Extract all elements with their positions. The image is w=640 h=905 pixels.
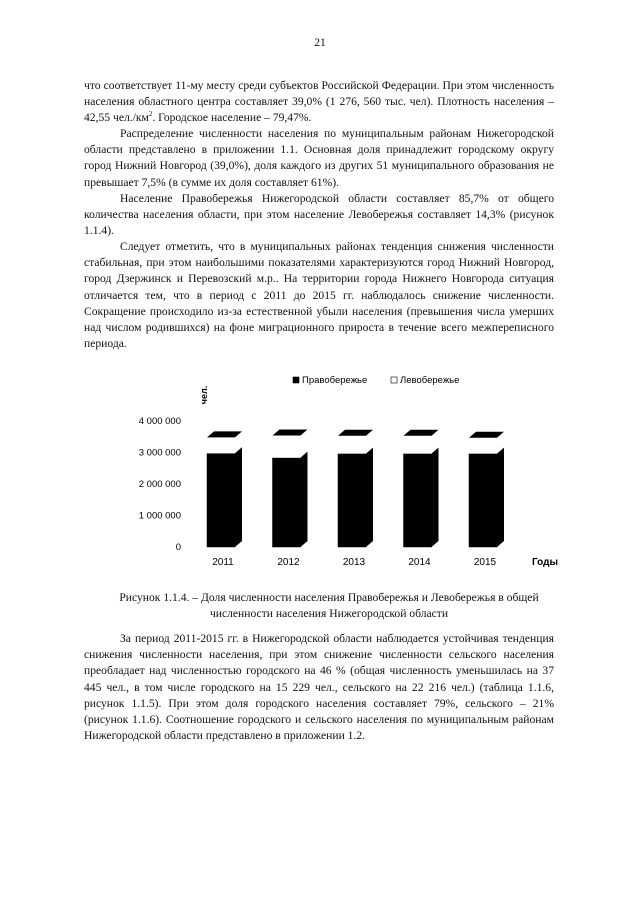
paragraph-5: За период 2011-2015 гг. в Нижегородской области наблюдается устойчивая тенденция снижения численности населения, при этом снижение численности сельского населения преобладает над численностью городского на 46 % (общая численность уменьшилась на 37 445 чел., в том числе городского на 15 229 чел., сельского на 22 216 чел.) (таблица 1.1.6, рисунок 1.1.5). При этом доля городского населения составляет 79%, сельского – 21% (рисунок 1.1.6). Соотношение городского и сельского населения по муниципальным районам Нижегородской области представлено в приложении 1.2.: [84, 632, 554, 743]
chart-bars: [207, 429, 504, 547]
y-axis-ticks: [139, 416, 181, 553]
legend-swatch-0: [293, 377, 299, 383]
x-axis-label: Годы: [532, 557, 559, 568]
legend-label-1: Левобережье: [400, 375, 460, 386]
paragraph-4: Следует отметить, что в муниципальных районах тенденция снижения численности стабильная, при этом наибольшими показателями характеризуются город Нижний Новгород, город Дзержинск и Перевозский м.р.. На территории города Нижнего Новгорода ситуация отличается тем, что в период с 2011 до 2015 гг. наблюдалось снижение численности. Сокращение происходило из-за естественной убыли населения (превышения числа умерших над числом родившихся) на фоне миграционного прироста в течение всего межпереписного периода.: [84, 240, 554, 351]
y-tick-label: 2 000 000: [138, 479, 181, 490]
y-tick-label: 4 000 000: [138, 416, 181, 427]
y-tick-label: 1 000 000: [138, 510, 181, 522]
x-tick-label: 2013: [342, 557, 366, 568]
bar-2013-right-bank: [338, 447, 373, 547]
x-tick-label: 2015: [473, 557, 497, 568]
paragraph-1: [84, 78, 554, 127]
figure-caption: [84, 590, 574, 622]
legend-swatch-1: [391, 377, 397, 383]
paragraph-1-text: что соответствует 11-му месту среди субъектов Российской Федерации. При этом численность населения областного центра составляет 39,0% (1 276, 560 тыс. чел). Плотность населения – 42,55 чел./км: [84, 79, 554, 125]
bar-2014-right-bank: [404, 447, 439, 547]
bar-2011-right-bank: [207, 447, 242, 547]
legend-label-0: Правобережье: [302, 375, 368, 386]
paragraph-2: Распределение численности населения по муниципальным районам Нижегородской области представлено в приложении 1.1. Основная доля принадлежит городскому округу город Нижний Новгород (39,0%), доля каждого из других 51 муниципального образования не превышает 7,5% (в сумме их доля составляет 61%).: [84, 127, 554, 189]
caption-line-1: Рисунок 1.1.4. – Доля численности населения Правобережья и Левобережья в общей: [119, 591, 539, 604]
y-tick-label: 3 000 000: [138, 447, 181, 459]
population-bar-chart: [135, 368, 575, 578]
paragraph-1-tail: . Городское население – 79,47%.: [152, 111, 312, 125]
paragraph-3: Население Правобережья Нижегородской области составляет 85,7% от общего количества населения области, при этом население Левобережья составляет 14,3% (рисунок 1.1.4).: [84, 192, 554, 238]
y-axis-label: чел.: [199, 385, 209, 405]
chart-legend: [293, 375, 459, 386]
bar-2012-right-bank: [273, 452, 308, 547]
x-tick-label: 2012: [277, 557, 300, 568]
x-tick-label: 2011: [212, 557, 234, 568]
x-tick-label: 2014: [408, 557, 431, 568]
km-superscript: 2: [148, 110, 153, 119]
y-tick-label: 0: [175, 542, 181, 553]
bar-2015-right-bank: [469, 447, 504, 547]
x-axis-ticks: [212, 557, 496, 568]
page-number: 21: [314, 37, 326, 49]
caption-line-2: численности населения Нижегородской области: [209, 607, 449, 620]
